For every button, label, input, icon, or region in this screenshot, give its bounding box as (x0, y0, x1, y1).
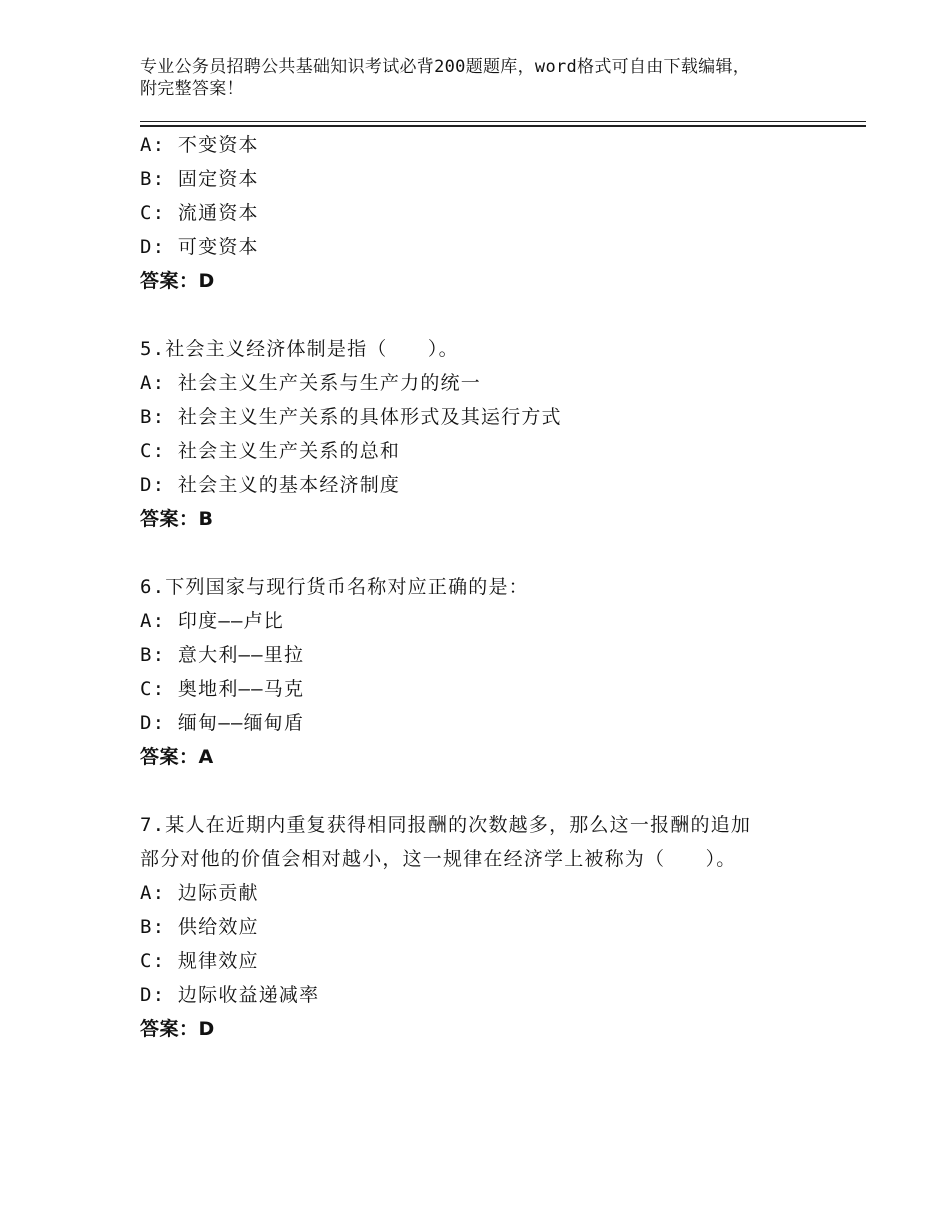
question-6 (140, 570, 860, 774)
option-a: A: 边际贡献 (140, 882, 259, 904)
option-d: D: 缅甸——缅甸盾 (140, 712, 305, 734)
header-rule-thin (140, 121, 866, 122)
spacer (140, 774, 860, 808)
question-5 (140, 332, 860, 536)
answer-label: 答案：D (140, 1018, 215, 1040)
question-stem: 6.下列国家与现行货币名称对应正确的是： (140, 576, 529, 598)
option-b: B: 意大利——里拉 (140, 644, 305, 666)
question-list (140, 128, 860, 1046)
question-stem (140, 808, 840, 876)
option-c: C: 规律效应 (140, 950, 259, 972)
option-c: C: 流通资本 (140, 202, 259, 224)
answer-label: 答案：A (140, 746, 214, 768)
option-b: B: 固定资本 (140, 168, 259, 190)
option-d: D: 社会主义的基本经济制度 (140, 474, 401, 496)
question-stem: 5.社会主义经济体制是指（ ）。 (140, 338, 459, 360)
answer-label: 答案：B (140, 508, 214, 530)
option-a: A: 社会主义生产关系与生产力的统一 (140, 372, 481, 394)
spacer (140, 298, 860, 332)
header-line-1: 专业公务员招聘公共基础知识考试必背200题题库，word格式可自由下载编辑， (140, 57, 751, 77)
option-a: A: 印度——卢比 (140, 610, 284, 632)
spacer (140, 536, 860, 570)
question-7 (140, 808, 860, 1046)
document-header (140, 56, 820, 100)
header-rule-thick (140, 125, 866, 127)
answer-label: 答案：D (140, 270, 215, 292)
question-stem-line-1: 7.某人在近期内重复获得相同报酬的次数越多，那么这一报酬的追加 (140, 814, 752, 836)
option-b: B: 社会主义生产关系的具体形式及其运行方式 (140, 406, 562, 428)
option-a: A: 不变资本 (140, 134, 259, 156)
question-stem-line-2: 部分对他的价值会相对越小，这一规律在经济学上被称为（ ）。 (140, 848, 737, 870)
question-4 (140, 128, 860, 298)
option-d: D: 可变资本 (140, 236, 259, 258)
header-line-2: 附完整答案！ (140, 79, 244, 99)
option-c: C: 社会主义生产关系的总和 (140, 440, 401, 462)
option-c: C: 奥地利——马克 (140, 678, 305, 700)
option-b: B: 供给效应 (140, 916, 259, 938)
option-d: D: 边际收益递减率 (140, 984, 320, 1006)
